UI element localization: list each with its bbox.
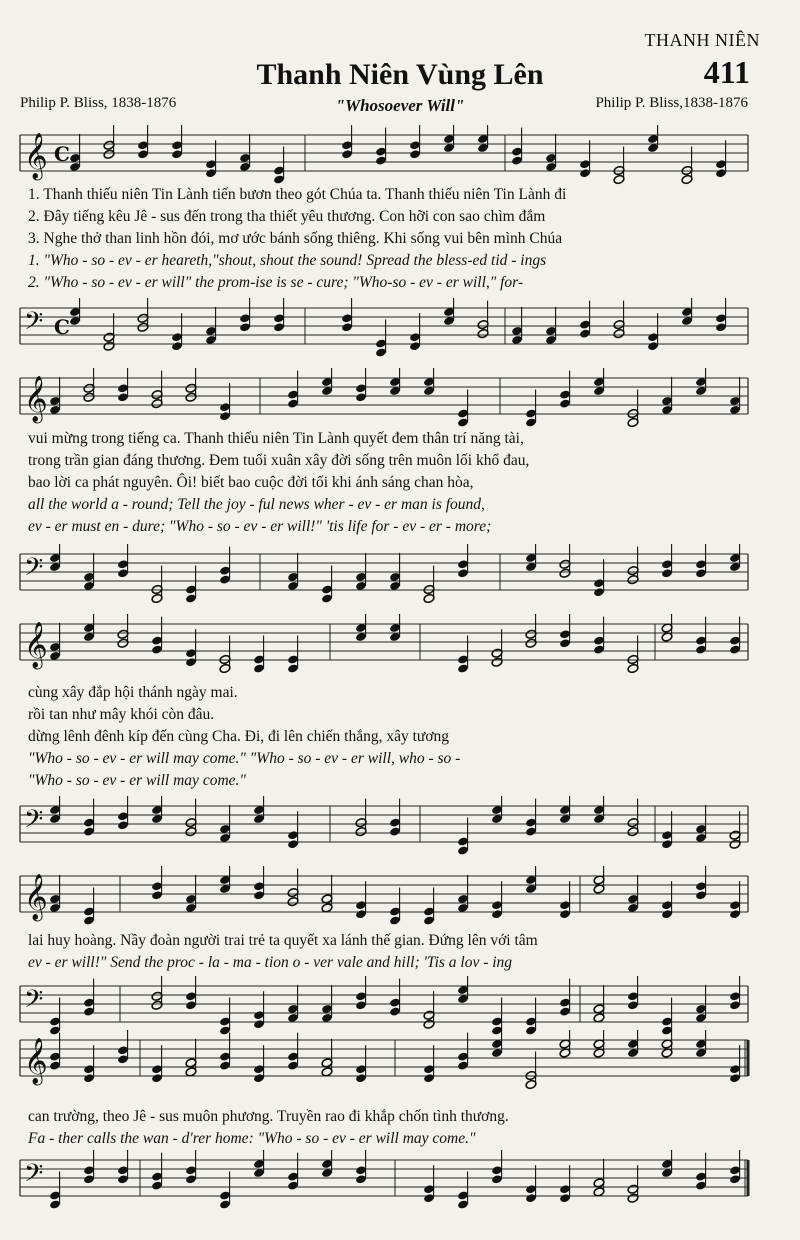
lyric-line: vui mừng trong tiếng ca. Thanh thiếu niên Tin Lành quyết đem thân trí năng tài, [28, 430, 524, 447]
lyric-line: ev - er must en - dure; "Who - so - ev - er will!" 'tis life for - ev - er - more; [28, 518, 492, 535]
bass-clef-icon: 𝄢 [24, 1159, 44, 1194]
lyric-line: "Who - so - ev - er will may come." [28, 772, 246, 789]
lyric-line: "Who - so - ev - er will may come." "Who - so - ev - er will, who - so - [28, 750, 461, 767]
author-credit: Philip P. Bliss,1838-1876 [595, 95, 748, 111]
treble-staff-1 [0, 125, 800, 185]
lyric-line: 2. "Who - so - ev - er will" the prom-ise is se - cure; "Who-so - ev - er will," for- [28, 274, 524, 291]
treble-clef-icon: 𝄞 [24, 376, 48, 422]
lyric-line: 1. "Who - so - ev - er heareth,"shout, shout the sound! Spread the bless-ed tid - ings [28, 252, 547, 269]
treble-staff-3 [0, 614, 800, 674]
lyric-line: lai huy hoàng. Nầy đoàn người trai trẻ ta quyết xa lánh thế gian. Đứng lên với tâm [28, 932, 538, 949]
bass-staff-1 [0, 298, 800, 358]
common-time-icon: C [54, 142, 70, 166]
lyric-line: 2. Đây tiếng kêu Jê - sus đến trong tha thiết yêu thương. Con hỡi con sao chìm đắm [28, 208, 546, 225]
treble-clef-icon: 𝄞 [24, 874, 48, 920]
hymn-section: THANH NIÊN [644, 30, 760, 50]
hymn-subtitle: "Whosoever Will" [335, 96, 465, 115]
bass-clef-icon: 𝄢 [24, 985, 44, 1020]
lyric-line: 3. Nghe thở than linh hồn đói, mơ ước bánh sống thiêng. Khi sống vui bên mình Chúa [28, 230, 563, 247]
treble-staff-5 [0, 1030, 800, 1090]
lyric-line: ev - er will!" Send the proc - la - ma - tion o - ver vale and hill; 'Tis a lov - ing [28, 954, 513, 971]
common-time-icon: C [54, 315, 70, 339]
treble-clef-icon: 𝄞 [24, 622, 48, 668]
bass-staff-3 [0, 796, 800, 856]
treble-clef-icon: 𝄞 [24, 133, 48, 179]
lyric-line: 1. Thanh thiếu niên Tin Lành tiến bươn theo gót Chúa ta. Thanh thiếu niên Tin Lành đi [28, 186, 567, 203]
composer-credit: Philip P. Bliss, 1838-1876 [20, 95, 177, 111]
lyric-line: bao lời ca phát nguyên. Ôi! biết bao cuộc đời tối khi ánh sáng chan hòa, [28, 474, 474, 491]
bass-staff-5 [0, 1150, 800, 1210]
lyric-line: cùng xây đắp hội thánh ngày mai. [28, 684, 238, 701]
bass-staff-2 [0, 544, 800, 604]
treble-staff-4 [0, 866, 800, 926]
lyric-line: can trường, theo Jê - sus muôn phương. Truyền rao đi khắp chốn tình thương. [28, 1108, 509, 1125]
bass-clef-icon: 𝄢 [24, 307, 44, 342]
treble-clef-icon: 𝄞 [24, 1038, 48, 1084]
lyric-line: dừng lênh đênh kíp đến cùng Cha. Đi, đi lên chiến thắng, xây tương [28, 728, 450, 745]
lyric-line: Fa - ther calls the wan - d'rer home: "Who - so - ev - er will may come." [28, 1130, 476, 1147]
hymn-number: 411 [703, 54, 750, 90]
bass-clef-icon: 𝄢 [24, 553, 44, 588]
treble-staff-2 [0, 368, 800, 428]
bass-clef-icon: 𝄢 [24, 805, 44, 840]
lyric-line: rồi tan như mây khói còn đâu. [28, 706, 215, 723]
bass-staff-4 [0, 976, 800, 1036]
lyric-line: all the world a - round; Tell the joy - ful news wher - ev - er man is found, [28, 496, 485, 513]
lyric-line: trong trần gian đáng thương. Đem tuổi xuân xây đời sống trên muôn lối khổ đau, [28, 452, 530, 469]
hymn-title: Thanh Niên Vùng Lên [256, 58, 544, 91]
